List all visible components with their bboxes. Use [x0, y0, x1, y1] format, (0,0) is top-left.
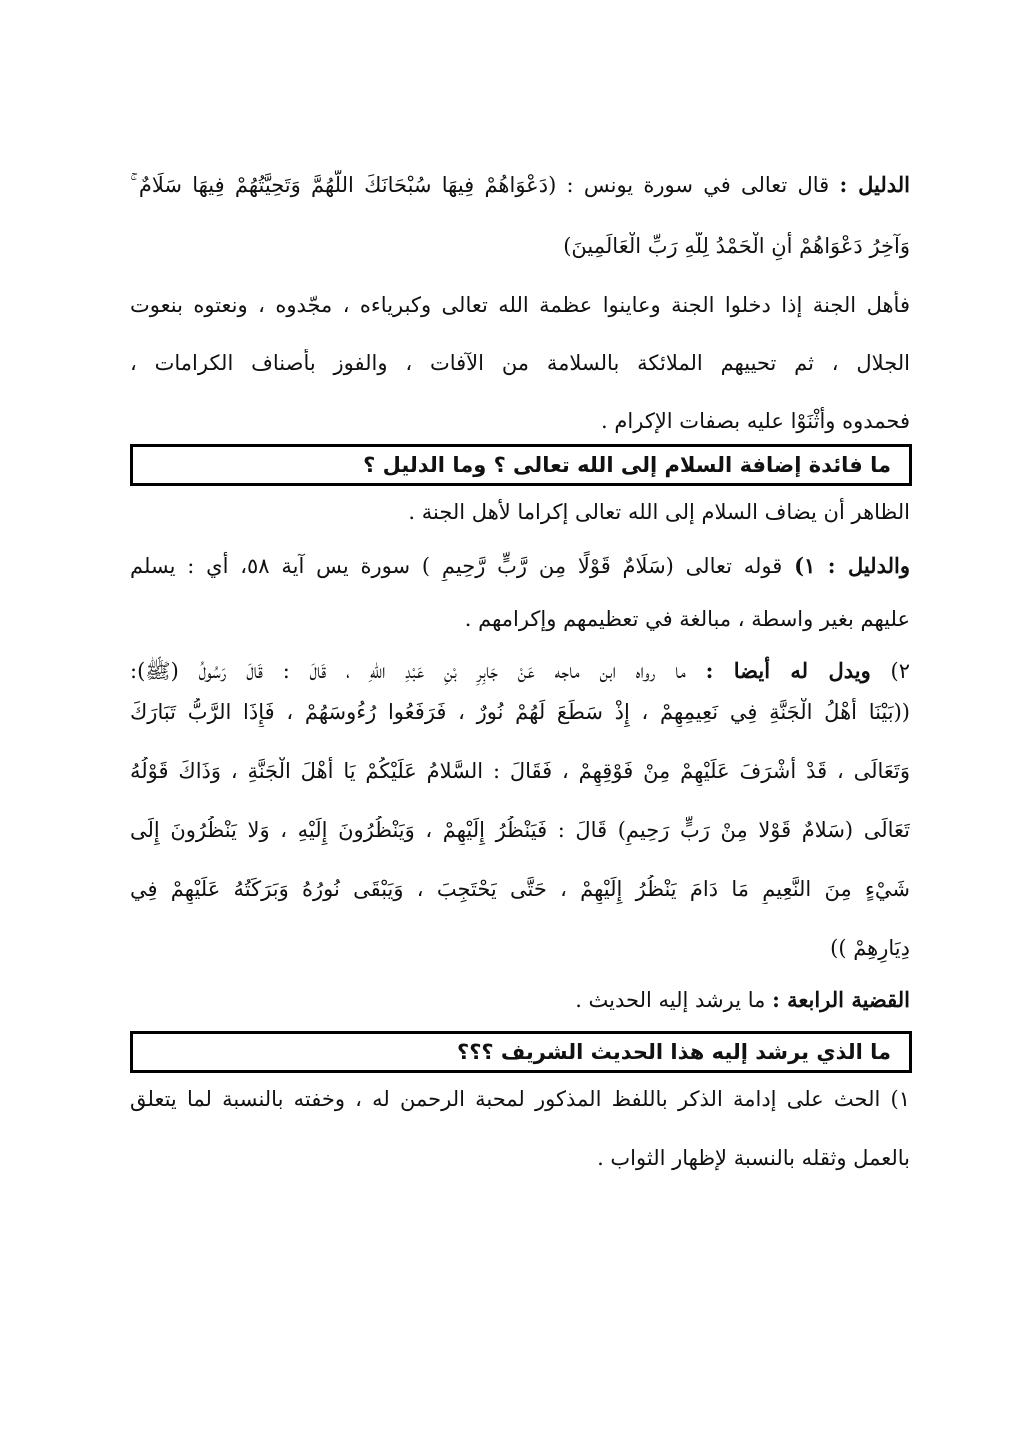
evidence-line-2: وَآخِرُ دَعْوَاهُمْ أَنِ الْحَمْدُ لِلَّهِ رَبِّ الْعَالَمِينَ): [563, 234, 910, 258]
quran-verse-text: قال تعالى في سورة يونس : (دَعْوَاهُمْ فِيهَا سُبْحَانَكَ اللَّهُمَّ وَتَحِيَّتُهُمْ فِيهَا سَلَامٌ ۚ: [130, 173, 830, 197]
hadith-line: ((بَيْنَا أَهْلُ الْجَنَّةِ فِي نَعِيمِهِمْ ، إِذْ سَطَعَ لَهُمْ نُورٌ ، فَرَفَعُوا رُءُوسَهُمْ ، فَإِذَا الرَّبُّ تَبَارَكَ: [130, 700, 910, 724]
question-box: [130, 444, 912, 486]
evidence-2-line-1: ٢) ويدل له أيضا : ما رواه ابن ماجه عَنْ جَابِرِ بْنِ عَبْدِ اللهِ ، قَالَ : قَالَ رَسُولُ (ﷺ):: [130, 658, 910, 683]
hadith-line: دِيَارِهِمْ )): [830, 936, 910, 960]
guidance-line: ١) الحث على إدامة الذكر باللفظ المذكور لمحبة الرحمن له ، وخفته بالنسبة لما يتعلق: [130, 1087, 910, 1111]
question-box: [130, 1031, 912, 1073]
evidence-line-1: [130, 170, 910, 200]
evidence-2-label: ويدل له أيضا :: [705, 658, 871, 683]
hadith-line: شَيْءٍ مِنَ النَّعِيمِ مَا دَامَ يَنْظُرُ إِلَيْهِمْ ، حَتَّى يَحْتَجِبَ ، وَيَبْقَى نُورُهُ وَبَرَكَتُهُ عَلَيْهِمْ فِي: [130, 877, 910, 901]
hadith-line: وَتَعَالَى ، قَدْ أَشْرَفَ عَلَيْهِمْ مِنْ فَوْقِهِمْ ، فَقَالَ : السَّلامُ عَلَيْكُمْ يَا أَهْلَ الْجَنَّةِ ، وَذَاكَ قَوْلُهُ: [130, 759, 910, 783]
paragraph-line: فحمدوه وأَثْنَوْا عليه بصفات الإكرام .: [601, 409, 910, 433]
evidence-label: الدليل :: [839, 172, 910, 197]
paragraph-line: فأهل الجنة إذا دخلوا الجنة وعاينوا عظمة الله تعالى وكبرياءه ، مجّدوه ، ونعتوه بنعوت: [130, 293, 910, 317]
question-heading: ما الذي يرشد إليه هذا الحديث الشريف ؟؟؟: [457, 1040, 891, 1064]
guidance-section: [130, 1085, 910, 1173]
issue-4-label: القضية الرابعة :: [772, 987, 910, 1012]
evidence-1-line-2: عليهم بغير واسطة ، مبالغة في تعظيمهم وإكرامهم .: [464, 607, 910, 631]
issue-4-line: القضية الرابعة : ما يرشد إليه الحديث .: [575, 987, 910, 1012]
hadith-line: تَعَالَى (سَلامٌ قَوْلا مِنْ رَبٍّ رَحِيمٍ) قَالَ : فَيَنْظُرُ إِلَيْهِمْ ، وَيَنْظُرُونَ إِلَيْهِ ، وَلا يَنْظُرُونَ إِلَى: [130, 818, 910, 842]
paragraph-line: الجلال ، ثم تحييهم الملائكة بالسلامة من الآفات ، والفوز بأصناف الكرامات ،: [130, 351, 910, 375]
answer-section: [130, 498, 910, 1015]
evidence-section: [130, 170, 910, 436]
evidence-1-label: والدليل : ١): [794, 553, 910, 578]
answer-line: الظاهر أن يضاف السلام إلى الله تعالى إكراما لأهل الجنة .: [408, 500, 910, 524]
evidence-1-line-1: والدليل : ١) قوله تعالى (سَلَامٌ قَوْلًا مِن رَّبٍّ رَّحِيمٍ ) سورة يس آية ٥٨، أي : يسلم: [130, 553, 910, 578]
document-page: [130, 160, 910, 1173]
question-heading: ما فائدة إضافة السلام إلى الله تعالى ؟ وما الدليل ؟: [363, 453, 891, 477]
guidance-line: بالعمل وثقله بالنسبة لإظهار الثواب .: [597, 1146, 910, 1170]
